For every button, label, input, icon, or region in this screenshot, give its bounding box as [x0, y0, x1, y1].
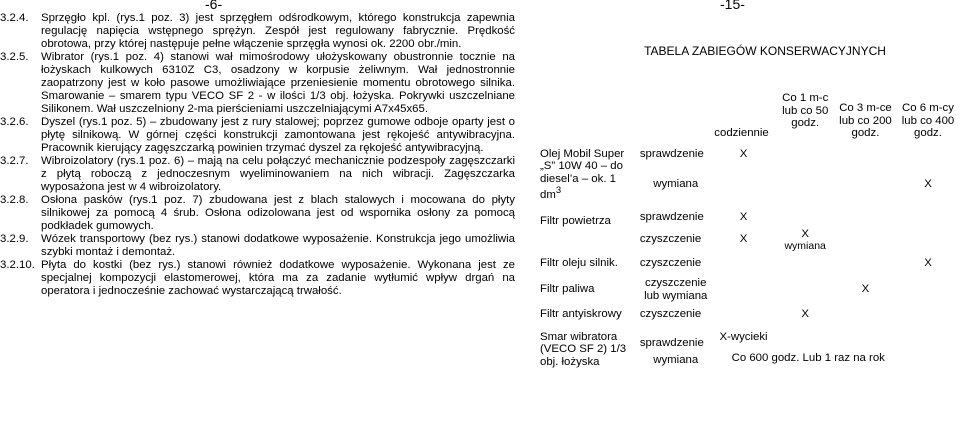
section-3-2-5 [0, 51, 515, 116]
table-row [540, 140, 960, 172]
op-cell: wymiana [653, 178, 699, 191]
section-3-2-7 [0, 155, 515, 194]
maintenance-table [540, 72, 960, 368]
section-text: Osłona pasków (rys.1 poz. 7) zbudowana jest z blach stalowych i mocowana do płyty silnikowej za pomocą 4 śrub. Osłona odizolowana jest od wspornika osłony za pomocą podkładek gumowych. [41, 194, 515, 232]
table-row [540, 321, 960, 352]
section-3-2-10 [0, 259, 515, 298]
page-number-right: -15- [720, 0, 745, 12]
header-half-year: Co 6 m-cy lub co 400 godz. [901, 102, 955, 139]
op-cell: sprawdzenie [639, 336, 704, 349]
row-air-name: Filtr powietrza [540, 215, 611, 228]
op-cell: czyszczenie [639, 232, 702, 245]
row-oil-name: Olej Mobil Super „S” 10W 40 – do diesel’a – ok. 1 $dm^3$ [540, 147, 625, 201]
table-header-row [540, 72, 960, 140]
mark-cell: X [924, 178, 932, 191]
mark-cell: X-wycieki [719, 330, 768, 343]
section-number: 3.2.8. [0, 194, 29, 206]
mark-cell: X [739, 232, 748, 245]
op-cell: sprawdzenie [639, 211, 704, 224]
mark-cell: X [739, 147, 748, 160]
section-3-2-6 [0, 116, 515, 155]
op-cell: czyszczenie [639, 308, 702, 321]
table-row [540, 302, 960, 321]
section-number: 3.2.4. [0, 12, 29, 24]
mark-cell: X wymiana [784, 227, 826, 253]
section-number: 3.2.7. [0, 155, 29, 167]
row-vibrator-name: Smar wibratora (VECO SF 2) 1/3 obj. łożyska [540, 330, 627, 368]
op-cell: wymiana [653, 354, 699, 367]
section-number: 3.2.6. [0, 116, 29, 128]
table-row [540, 201, 960, 224]
note-cell: Co 600 godz. Lub 1 raz na rok [731, 352, 885, 365]
section-text: Dyszel (rys.1 poz. 5) – zbudowany jest z rury stalowej; poprzez gumowe odboje oparty jest o płytę silnikową. W górnej części konstrukcji zamontowana jest rękojeść antywibracyjna. Pracownik kierujący zagęszczarką powinien trzymać dyszel za rękojeść antywibracyjną. [41, 116, 515, 154]
page-number-left: -6- [205, 0, 223, 12]
mark-cell: X [924, 256, 932, 269]
table-row [540, 253, 960, 270]
row-oil-filter-name: Filtr oleju silnik. [540, 256, 618, 269]
mark-cell: X [801, 308, 809, 321]
section-text: Sprzęgło kpl. (rys.1 poz. 3) jest sprzęgłem odśrodkowym, którego konstrukcja zapewnia regulację napięcia wstępnego sprężyn. Zespół jest regulowany fabrycznie. Prędkość obrotowa, przy której następuje pełne włączenie sprzęgła wynosi ok. 2200 obr./min. [41, 12, 515, 50]
section-3-2-8 [0, 194, 515, 233]
section-3-2-9 [0, 233, 515, 259]
section-number: 3.2.10. [0, 259, 35, 271]
sections-list [0, 12, 515, 298]
header-daily: codziennie [714, 127, 769, 139]
table-title: TABELA ZABIEGÓW KONSERWACYJNYCH [644, 44, 886, 58]
mark-cell: X [861, 283, 870, 296]
maintenance-table-section [540, 44, 960, 368]
section-text: Płyta do kostki (bez rys.) stanowi również dodatkowe wyposażenie. Wykonana jest ze specjalnej kompozycji elastomerowej, która ma za zadanie wytłumić wpływ drgań na operatora i jednocześnie zachować wystarczającą trwałość. [41, 259, 515, 297]
op-cell: czyszczenie lub wymiana [644, 277, 708, 302]
section-number: 3.2.5. [0, 51, 29, 63]
header-quarterly: Co 3 m-ce lub co 200 godz. [839, 102, 892, 139]
op-cell: sprawdzenie [639, 147, 704, 160]
table-row [540, 269, 960, 302]
op-cell: czyszczenie [639, 256, 702, 269]
section-text: Wibrator (rys.1 poz. 4) stanowi wał mimośrodowy ułożyskowany obustronnie tocznie na łożyskach kulkowych 6310Z C3, osadzony w korpusie żeliwnym. Wał jednostronnie zaopatrzony jest w koło pasowe umożliwiające przeniesienie momentu obrotowego silnika. Smarowanie – smarem typu VECO SF 2 - w ilości 1/3 obj. łożyska. Pokrywki uszczelniane Silikonem. Wał uszczelniony 2-ma pierścieniami uszczelniającymi A7x45x65. [41, 51, 515, 115]
header-monthly: Co 1 m-c lub co 50 godz. [782, 92, 829, 129]
row-fuel-filter-name: Filtr paliwa [540, 283, 595, 296]
section-number: 3.2.9. [0, 233, 29, 245]
section-text: Wibroizolatory (rys.1 poz. 6) – mają na celu połączyć mechanicznie podzespoły zagęszczarki z płytą roboczą z jednoczesnym wyeliminowaniem na nich wibracji. Zagęszczarka wyposażona jest w 4 wibroizolatory. [41, 155, 515, 193]
row-spark-filter-name: Filtr antyiskrowy [540, 308, 622, 321]
section-3-2-4 [0, 12, 515, 51]
mark-cell: X [739, 211, 748, 224]
section-text: Wózek transportowy (bez rys.) stanowi dodatkowe wyposażenie. Konstrukcja jego umożliwia szybki montaż i demontaż. [41, 233, 515, 258]
